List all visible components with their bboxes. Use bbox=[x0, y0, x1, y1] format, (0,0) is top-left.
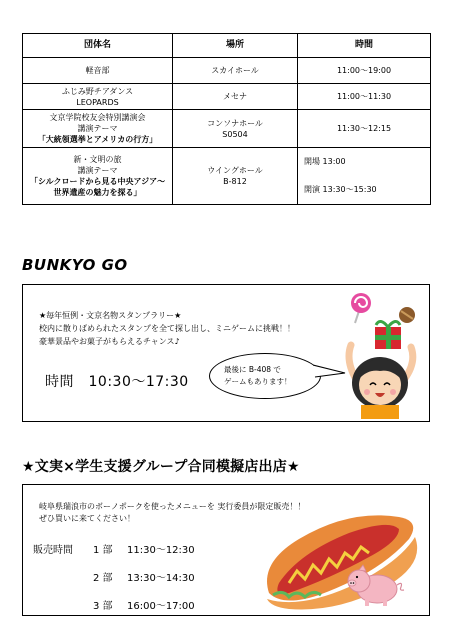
group-name: 文京学院校友会特別講演会 bbox=[49, 113, 146, 122]
group-name: 新・文明の旅 bbox=[73, 155, 122, 164]
place-name: ウイングホール bbox=[207, 166, 263, 175]
stamp-rally-rules: 校内に散りばめられたスタンプを全て探し出し、ミニゲームに挑戦！！ bbox=[39, 324, 295, 333]
table-row bbox=[23, 58, 431, 84]
bubble-line-1: 最後に B-408 で bbox=[224, 365, 281, 374]
place-name: メセナ bbox=[223, 92, 247, 101]
bunkyo-go-heading: BUNKYO GO bbox=[22, 256, 128, 274]
table-row bbox=[23, 110, 431, 148]
table-row bbox=[23, 84, 431, 110]
place-name: コンソナホール bbox=[207, 118, 263, 128]
time-range: 11:00〜19:00 bbox=[336, 66, 392, 75]
place-cell bbox=[173, 148, 298, 205]
stamp-rally-time: 時間 10:30〜17:30 bbox=[45, 374, 189, 390]
group-name: LEOPARDS bbox=[76, 97, 119, 107]
lecture-theme: 世界遺産の魅力を探る」 bbox=[53, 188, 142, 197]
time-range: 11:30〜12:15 bbox=[336, 124, 392, 133]
session-part: 3 部 bbox=[93, 601, 113, 612]
group-cell bbox=[23, 84, 173, 110]
group-cell bbox=[23, 148, 173, 205]
doors-open-time: 開場 13:00 bbox=[304, 157, 346, 166]
schedule-table bbox=[22, 33, 431, 205]
bubble-line-2: ゲームもあります！ bbox=[224, 377, 292, 386]
collab-shop-menu-info: 岐阜県瑞浪市のボーノポークを使ったメニューを 実行委員が限定販売！！ bbox=[39, 502, 306, 511]
lecture-theme: 「大統領選挙とアメリカの行方」 bbox=[37, 135, 158, 144]
start-time: 開演 13:30〜15:30 bbox=[304, 185, 377, 194]
stamp-rally-description bbox=[39, 309, 295, 348]
time-range: 11:00〜11:30 bbox=[336, 92, 392, 101]
header-group: 団体名 bbox=[23, 34, 173, 58]
place-name: スカイホール bbox=[211, 66, 259, 75]
group-cell bbox=[23, 110, 173, 148]
time-cell bbox=[298, 58, 431, 84]
group-name: 軽音部 bbox=[85, 66, 110, 75]
girl-with-sweets-illustration bbox=[335, 289, 425, 419]
session-time: 11:30〜12:30 bbox=[127, 545, 195, 556]
session-time: 16:00〜17:00 bbox=[127, 601, 195, 612]
session-part: 2 部 bbox=[93, 573, 113, 584]
time-cell bbox=[298, 84, 431, 110]
room-number: B-812 bbox=[223, 177, 247, 186]
time-cell bbox=[298, 110, 431, 148]
header-place: 場所 bbox=[173, 34, 298, 58]
place-cell bbox=[173, 58, 298, 84]
collab-shop-box bbox=[22, 484, 430, 616]
session-time: 13:30〜14:30 bbox=[127, 573, 195, 584]
sales-time-label: 販売時間 bbox=[33, 545, 73, 556]
time-cell bbox=[298, 148, 431, 205]
stamp-rally-title: ★毎年恒例・文京名物スタンプラリー★ bbox=[39, 311, 182, 320]
lecture-theme-label: 講演テーマ bbox=[77, 124, 118, 133]
room-number: S0504 bbox=[222, 129, 248, 139]
group-name: ふじみ野チアダンス bbox=[61, 86, 134, 96]
place-cell bbox=[173, 84, 298, 110]
header-time: 時間 bbox=[298, 34, 431, 58]
place-cell bbox=[173, 110, 298, 148]
lecture-theme-label: 講演テーマ bbox=[77, 166, 118, 175]
stamp-rally-prizes: 豪華景品やお菓子がもらえるチャンス♪ bbox=[39, 337, 180, 346]
stamp-rally-box bbox=[22, 284, 430, 422]
table-row bbox=[23, 148, 431, 205]
table-header-row bbox=[23, 34, 431, 58]
lecture-theme: 「シルクロードから見る中央アジア〜 bbox=[29, 177, 166, 186]
collab-shop-invitation: ぜひ買いに来てください！ bbox=[39, 514, 135, 523]
hotdog-and-pig-illustration bbox=[259, 503, 429, 611]
group-cell bbox=[23, 58, 173, 84]
speech-bubble bbox=[209, 353, 321, 399]
collab-shop-heading: ★文実×学生支援グループ合同模擬店出店★ bbox=[22, 459, 300, 475]
session-part: 1 部 bbox=[93, 545, 113, 556]
